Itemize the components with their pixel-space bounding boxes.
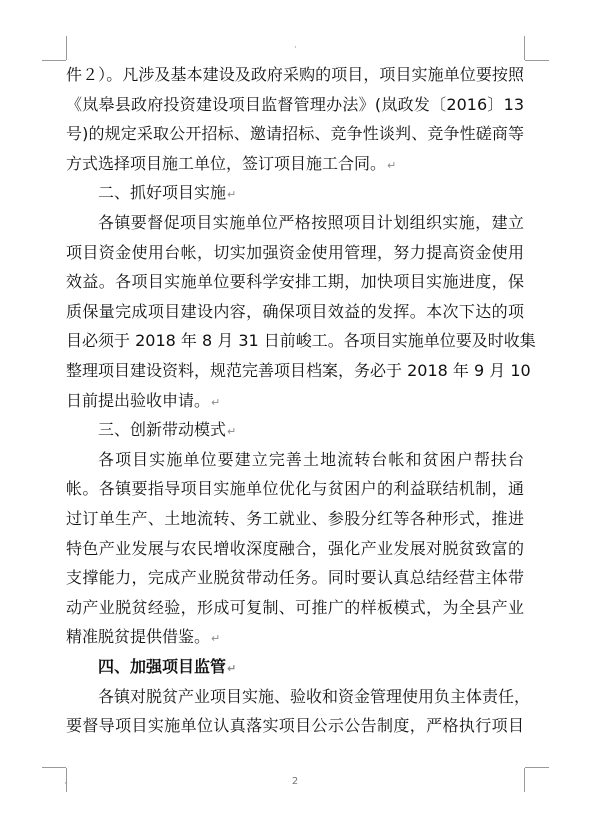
text-line <box>66 151 396 177</box>
text-line <box>98 210 524 236</box>
paragraph-mark-icon: ↵ <box>227 425 237 438</box>
line-text: 质保量完成项目建设内容，确保项目效益的发挥。本次下达的项 <box>66 302 524 321</box>
text-line <box>98 684 531 710</box>
line-text: 四、加强项目监管 <box>98 657 227 676</box>
line-text: 动产业脱贫经验，形成可复制、可推广的样板模式，为全县产业 <box>66 598 524 617</box>
text-line <box>98 447 524 473</box>
text-line <box>98 417 236 443</box>
line-text: 各项目实施单位要建立完善土地流转台帐和贫困户帮扶台 <box>98 450 524 469</box>
text-line <box>66 536 524 562</box>
text-line <box>66 713 524 739</box>
text-line <box>98 180 236 206</box>
text-line <box>66 388 220 414</box>
line-text: 各镇对脱贫产业项目实施、验收和资金管理使用负主体责任， <box>98 687 531 706</box>
crop-mark-top-right-vertical <box>524 36 525 60</box>
text-line <box>98 654 236 680</box>
text-line <box>66 299 524 325</box>
line-text: 各镇要督促项目实施单位严格按照项目计划组织实施，建立 <box>98 213 524 232</box>
crop-mark-bottom-left-horizontal <box>42 767 66 768</box>
text-line <box>66 240 524 266</box>
line-text: 特色产业发展与农民增收深度融合，强化产业发展对脱贫致富的 <box>66 539 524 558</box>
header-dot: · <box>294 43 297 53</box>
text-line <box>66 358 531 384</box>
line-text: 目必须于 2018 年 8 月 31 日前峻工。各项目实施单位要及时收集 <box>66 331 536 350</box>
crop-mark-top-right-horizontal <box>525 60 549 61</box>
line-text: 精准脱贫提供借鉴。 <box>66 627 211 646</box>
line-text: 要督导项目实施单位认真落实项目公示公告制度，严格执行项目 <box>66 716 524 735</box>
paragraph-mark-icon: ↵ <box>387 159 397 172</box>
text-line <box>66 269 524 295</box>
crop-mark-top-left-vertical <box>66 36 67 60</box>
line-text: 日前提出验收申请。 <box>66 391 211 410</box>
text-line <box>66 506 524 532</box>
line-text: 件２）。凡涉及基本建设及政府采购的项目，项目实施单位要按照 <box>66 65 524 84</box>
paragraph-mark-icon: ↵ <box>211 396 221 409</box>
text-line <box>66 62 524 88</box>
line-text: 《岚皋县政府投资建设项目监督管理办法》(岚政发〔2016〕13 <box>66 95 524 114</box>
line-text: 二、抓好项目实施 <box>98 183 227 202</box>
line-text: 号)的规定采取公开招标、邀请招标、竞争性谈判、竞争性磋商等 <box>66 124 524 143</box>
line-text: 三、创新带动模式 <box>98 420 227 439</box>
text-line <box>66 565 524 591</box>
text-line <box>66 476 524 502</box>
line-text: 项目资金使用台帐，切实加强资金使用管理，努力提高资金使用 <box>66 243 524 262</box>
text-line <box>66 595 524 621</box>
line-text: 过订单生产、土地流转、务工就业、参股分红等各种形式，推进 <box>66 509 524 528</box>
line-text: 支撑能力，完成产业脱贫带动任务。同时要认真总结经营主体带 <box>66 568 524 587</box>
text-line <box>66 328 536 354</box>
paragraph-mark-icon: ↵ <box>211 632 221 645</box>
text-line <box>66 92 524 118</box>
paragraph-mark-icon: ↵ <box>227 662 237 675</box>
crop-mark-top-left-horizontal <box>42 60 66 61</box>
line-text: 效益。各项目实施单位要科学安排工期，加快项目实施进度，保 <box>66 272 524 291</box>
text-line <box>66 624 220 650</box>
paragraph-mark-icon: ↵ <box>227 188 237 201</box>
line-text: 帐。各镇要指导项目实施单位优化与贫困户的利益联结机制，通 <box>66 479 524 498</box>
footer-dot: · <box>64 779 67 789</box>
line-text: 方式选择项目施工单位，签订项目施工合同。 <box>66 154 387 173</box>
crop-mark-bottom-right-horizontal <box>525 767 549 768</box>
text-line <box>66 121 524 147</box>
page-number: 2 <box>291 776 299 787</box>
line-text: 整理项目建设资料，规范完善项目档案，务必于 2018 年 9 月 10 <box>66 361 531 380</box>
